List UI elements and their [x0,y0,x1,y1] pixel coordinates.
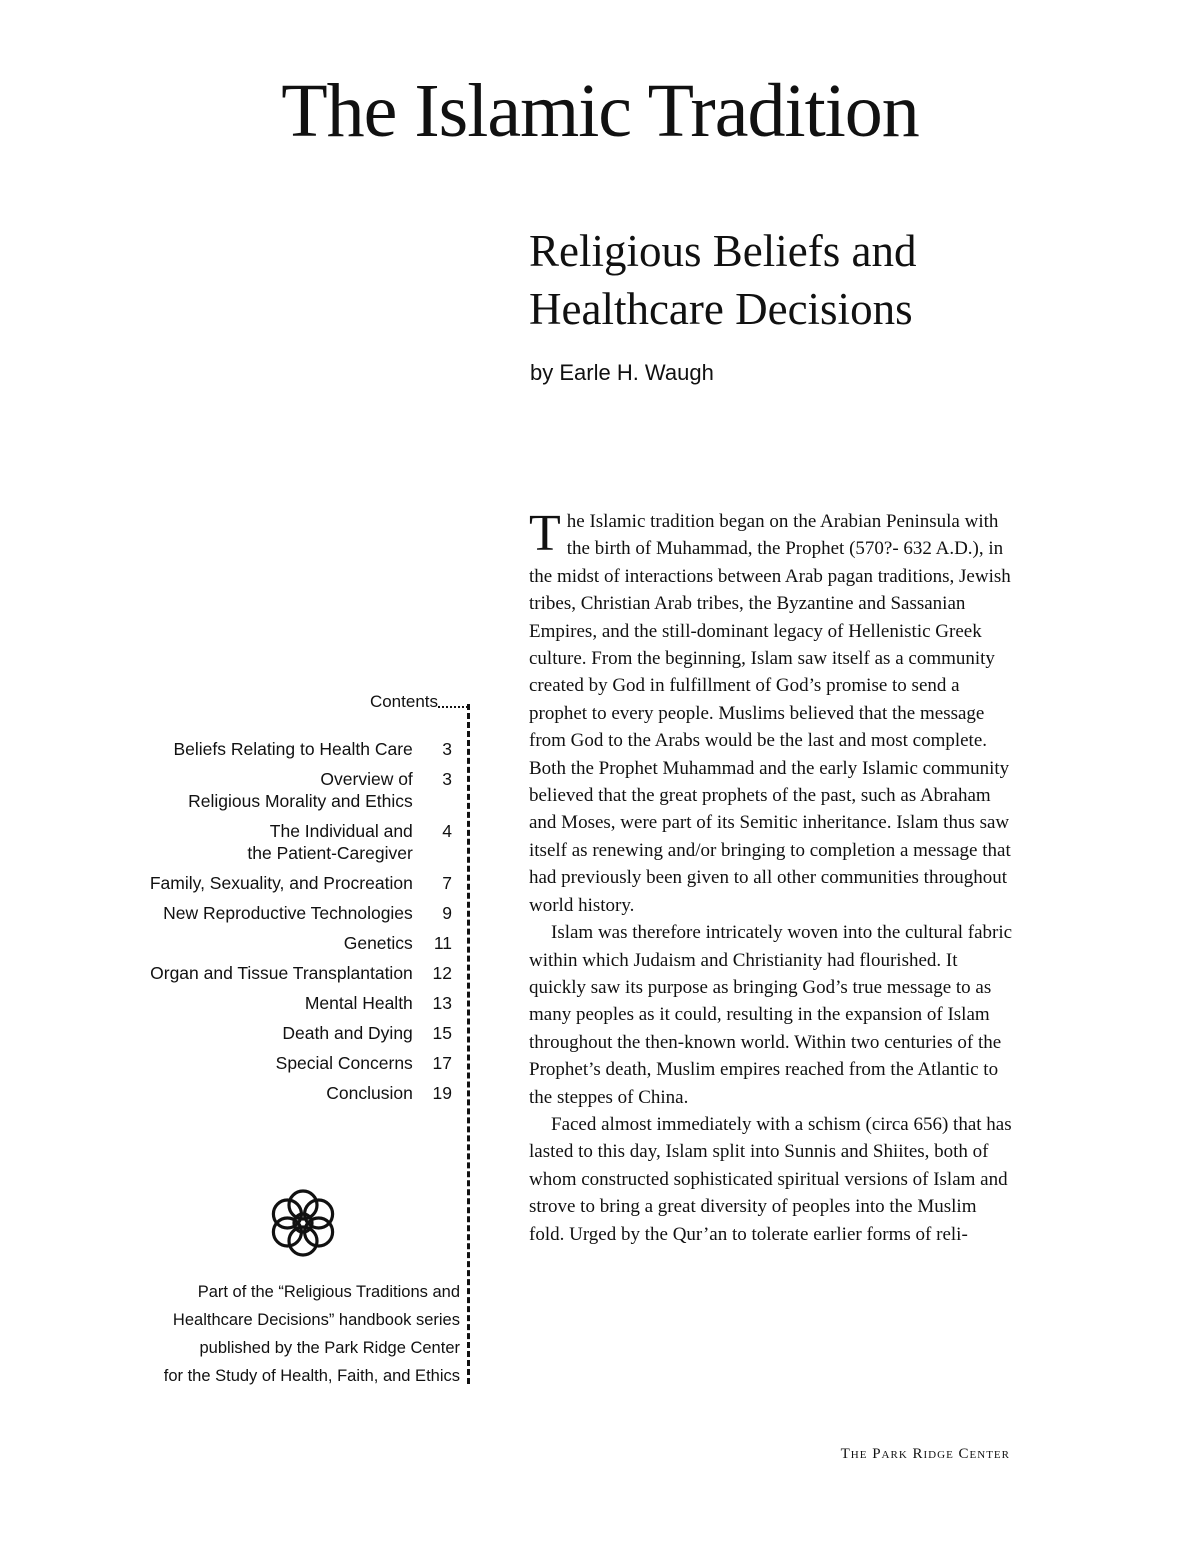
toc-item-label: Special Concerns [275,1053,413,1073]
toc-item-page: 11 [433,933,452,953]
toc-item-page: 9 [442,903,452,923]
toc-item-label: Organ and Tissue Transplantation [150,963,413,983]
series-note [100,1278,460,1390]
toc-item-page: 13 [432,993,452,1013]
subtitle [529,222,1129,338]
paragraph-3: Faced almost immediately with a schism (circa 656) that has lasted to this day, Islam split into Sunnis and Shiites, both of whom constructed sophisticated spiritual versions of Islam and strove to bring a great diversity of peoples into the Muslim fold. Urged by the Qur’an to tolerate earlier forms of reli- [529,1113,1012,1245]
toc-item-page: 15 [432,1023,452,1043]
toc-item-label-line-2: the Patient-Caregiver [247,843,413,863]
byline: by Earle H. Waugh [530,360,714,385]
series-note-line-2: Healthcare Decisions” handbook series [172,1311,460,1329]
toc-item-label: Conclusion [326,1083,413,1103]
body-text [529,505,1015,1248]
toc-item-label: Family, Sexuality, and Procreation [149,873,413,893]
toc-item-label: Death and Dying [282,1023,413,1043]
subtitle-line-1: Religious Beliefs and [529,226,917,276]
toc-item-label: Mental Health [304,993,413,1013]
toc-item-label: Overview of [320,769,413,789]
toc-item[interactable] [60,872,460,894]
toc-item-page: 12 [432,963,452,983]
toc-item[interactable] [60,738,460,760]
toc-item[interactable] [60,1052,460,1074]
subtitle-line-2: Healthcare Decisions [529,284,913,334]
toc-item-label-line-2: Religious Morality and Ethics [188,791,413,811]
series-note-line-3: published by the Park Ridge Center [199,1339,460,1357]
toc-item[interactable] [60,932,460,954]
drop-cap: T [529,505,561,562]
contents-vertical-rule [467,704,470,1384]
toc-item[interactable] [60,902,460,924]
paragraph-1 [529,505,1015,919]
toc-item-label: Genetics [343,933,413,953]
table-of-contents [60,738,460,1112]
contents-heading: Contents [369,692,438,711]
series-note-line-4: for the Study of Health, Faith, and Ethics [163,1367,460,1385]
toc-item[interactable] [60,1082,460,1104]
toc-item-page: 3 [442,739,452,759]
paragraph-2: Islam was therefore intricately woven into the cultural fabric within which Judaism and Christianity had flourished. It quickly saw its purpose as bringing God’s true message to as many peoples as it could, resulting in the expansion of Islam throughout the then-known world. Within two centuries of the Prophet’s death, Muslim empires reached from the Atlantic to the steppes of China. [529,922,1013,1108]
toc-item-page: 19 [432,1083,452,1103]
toc-item[interactable] [60,1022,460,1044]
toc-item[interactable] [60,992,460,1014]
toc-item-page: 7 [442,873,452,893]
toc-item-page: 3 [442,769,452,789]
toc-item-label: The Individual and [269,821,413,841]
page-title: The Islamic Tradition [281,69,919,153]
toc-item-label: New Reproductive Technologies [163,903,413,923]
toc-item[interactable] [60,820,460,864]
contents-dotted-leader [438,706,468,708]
toc-item-page: 4 [442,821,452,841]
toc-item-page: 17 [432,1053,452,1073]
toc-item[interactable] [60,962,460,984]
paragraph-1-text: he Islamic tradition began on the Arabian Peninsula with the birth of Muhammad, the Prophet (570?- 632 A.D.), in the midst of interactions between Arab pagan traditions, Jewish tribes, Christian Arab tribes, the Byzantine and Sassanian Empires, and the still-dominant legacy of Hellenistic Greek culture. From the beginning, Islam saw itself as a community created by God in fulfillment of God’s promise to send a prophet to every people. Muslims believed that the message from God to the Arabs would be the last and most complete. Both the Prophet Muhammad and the early Islamic community believed that the great prophets of the past, such as Abraham and Moses, were part of its Semitic inheritance. Islam thus saw itself as renewing and/or bringing to completion a message that had previously been given to all other communities throughout world history. [529,511,1011,916]
series-note-line-1: Part of the “Religious Traditions and [197,1283,460,1301]
flower-knot-icon [265,1185,341,1261]
toc-item[interactable] [60,768,460,812]
footer-publisher: The Park Ridge Center [840,1446,1010,1462]
toc-item-label: Beliefs Relating to Health Care [173,739,413,759]
